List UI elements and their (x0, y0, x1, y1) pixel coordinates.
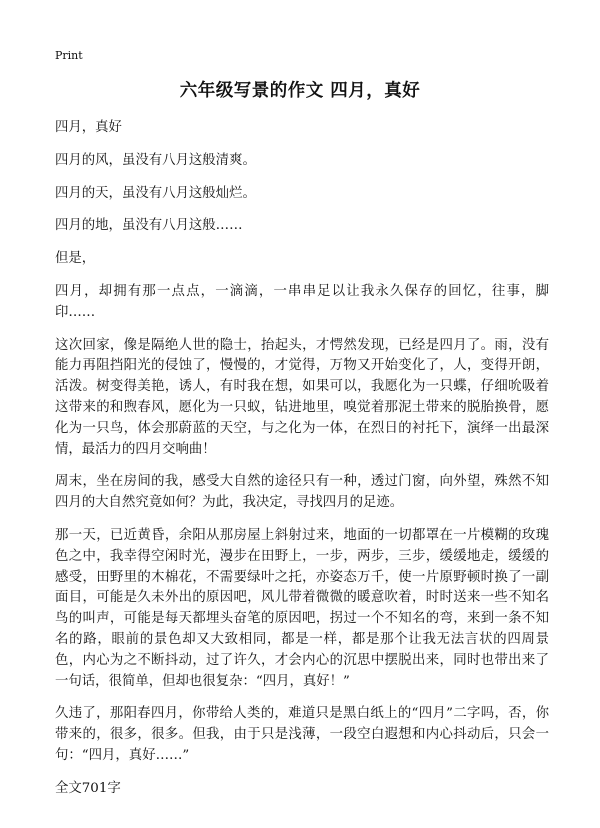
paragraph: 周末，坐在房间的我，感受大自然的途径只有一种，透过门窗，向外望，殊然不知四月的大自然究竟如何？为此，我决定，寻找四月的足迹。 (55, 474, 549, 511)
paragraph: 这次回家，像是隔绝人世的隐士，抬起头，才愕然发现，已经是四月了。雨，没有能力再阻挡阳光的侵蚀了，慢慢的，才觉得，万物又开始变化了，人，变得开朗，活泼。树变得美艳，诱人，有时我在想，如果可以，我愿化为一只蝶，仔细吮吸着这带来的和煦春风，愿化为一只蚁，钻进地里，嗅觉着那泥土带来的脱胎换骨，愿化为一只鸟，体会那蔚蓝的天空，与之化为一体，在烈日的衬托下，演绎一出最深情，最活力的四月交响曲！ (55, 337, 549, 457)
paragraph: 那一天，已近黄昏，余阳从那房屋上斜射过来，地面的一切都罩在一片模糊的玫瑰色之中，我幸得空闲时光，漫步在田野上，一步，两步，三步，缓缓地走，缓缓的感受，田野里的木棉花，不需要绿叶之托，亦姿态万千，使一片原野顿时换了一副面目，可能是久未外出的原因吧，风儿带着微微的暖意吹着，时时送来一些不知名鸟的叫声，可能是每天都埋头奋笔的原因吧，拐过一个不知名的弯，来到一条不知名的路，眼前的景色却又大致相同，都是一样，都是那个让我无法言状的四周景色，内心为之不断抖动，过了许久，才会内心的沉思中摆脱出来，同时也带出来了一句话，很简单，但却也很复杂：“四月，真好！” (55, 527, 549, 689)
paragraph: 四月的风，虽没有八月这般清爽。 (55, 152, 256, 168)
paragraph: 四月的地，虽没有八月这般…… (55, 218, 243, 234)
article-body (55, 118, 549, 800)
page-title: 六年级写景的作文 四月，真好 (179, 81, 421, 101)
word-count: 全文701字 (55, 780, 121, 796)
paragraph: 四月，却拥有那一点点，一滴滴，一串串足以让我永久保存的回忆，往事，脚印…… (55, 283, 549, 320)
paragraph: 但是， (55, 251, 96, 267)
print-link[interactable]: Print (55, 49, 83, 62)
paragraph: 四月，真好 (55, 120, 122, 135)
paragraph: 久违了，那阳春四月，你带给人类的，难道只是黑白纸上的“四月”二字吗，否，你带来的，很多，很多。但我，由于只是浅薄，一段空白遐想和内心抖动后，只会一句：“四月，真好……” (55, 706, 549, 763)
paragraph: 四月的天，虽没有八月这般灿烂。 (55, 185, 256, 201)
